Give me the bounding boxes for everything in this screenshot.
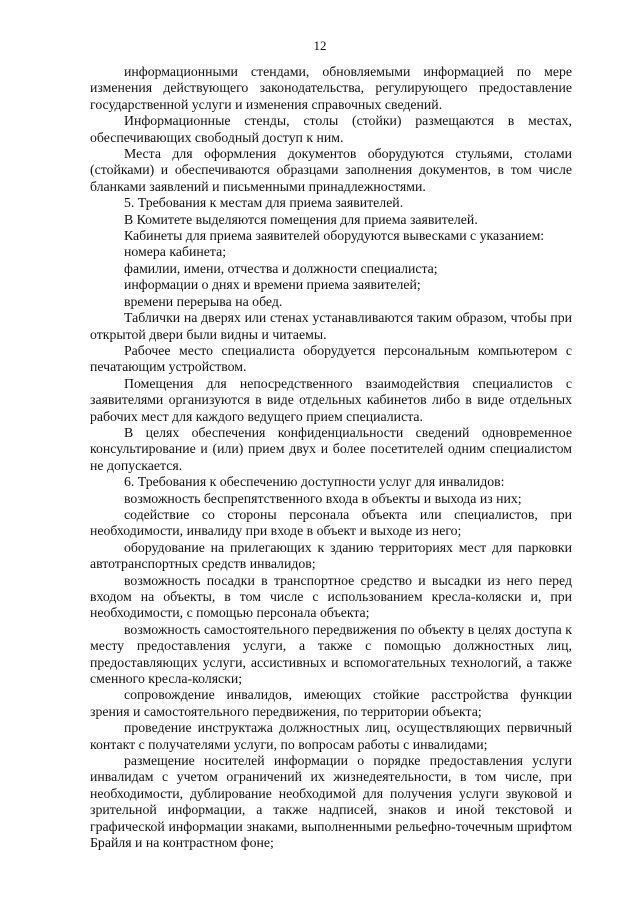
paragraph: В Комитете выделяются помещения для приема заявителей. — [124, 211, 478, 227]
list-item: содействие со стороны персонала объекта или специалистов, при необходимости, инвалиду при входе в объект и выходе из него; — [90, 506, 572, 539]
list-item: информации о днях и времени приема заявителей; — [124, 277, 421, 293]
list-item: размещение носителей информации о порядке предоставления услуги инвалидам с учетом ограничений их жизнедеятельности, в том числе, при необходимости, дублирование необходимой для получения услуги звуковой и зрительной информации, а также надписей, знаков и иной текстовой и графической информации знаками, выполненными рельефно-точечным шрифтом Брайля и на контрастном фоне; — [90, 753, 572, 851]
paragraph: Информационные стенды, столы (стойки) размещаются в местах, обеспечивающих свободный доступ к ним. — [90, 113, 572, 145]
paragraph: информационными стендами, обновляемыми информацией по мере изменения действующего законодательства, регулирующего предоставление государственной услуги и изменения справочных сведений. — [90, 64, 572, 112]
list-item: возможность беспрепятственного входа в объекты и выхода из них; — [124, 490, 522, 506]
paragraph: Кабинеты для приема заявителей оборудуются вывесками с указанием: — [124, 228, 545, 244]
list-item: времени перерыва на обед. — [124, 293, 283, 309]
paragraph: Таблички на дверях или стенах устанавливаются таким образом, чтобы при открытой двери были видны и читаемы. — [90, 310, 572, 342]
section-heading: 6. Требования к обеспечению доступности услуг для инвалидов: — [124, 474, 505, 490]
list-item: фамилии, имени, отчества и должности специалиста; — [124, 260, 438, 276]
paragraph: Рабочее место специалиста оборудуется персональным компьютером с печатающим устройством. — [90, 342, 572, 375]
paragraph: Места для оформления документов оборудуются стульями, столами (стойками) и обеспечиваются образцами заполнения документов, в том числе бланками заявлений и письменными принадлежностями. — [90, 146, 572, 194]
list-item: номера кабинета; — [124, 244, 227, 260]
section-heading: 5. Требования к местам для приема заявителей. — [124, 195, 404, 211]
paragraph: Помещения для непосредственного взаимодействия специалистов с заявителями организуются в виде отдельных кабинетов либо в виде отдельных рабочих мест для каждого ведущего прием специалиста. — [90, 375, 572, 424]
list-item: проведение инструктажа должностных лиц, осуществляющих первичный контакт с получателями услуги, по вопросам работы с инвалидами; — [90, 720, 572, 752]
list-item: сопровождение инвалидов, имеющих стойкие расстройства функции зрения и самостоятельного передвижения, по территории объекта; — [90, 687, 572, 719]
page-number: 12 — [313, 38, 327, 53]
paragraph: В целях обеспечения конфиденциальности сведений одновременное консультирование и (или) прием двух и более посетителей одним специалистом не допускается. — [90, 424, 572, 473]
document-body — [90, 64, 572, 852]
list-item: возможность посадки в транспортное средство и высадки из него перед входом на объекты, в том числе с использованием кресла-коляски и, при необходимости, с помощью персонала объекта; — [90, 572, 572, 621]
list-item: возможность самостоятельного передвижения по объекту в целях доступа к месту предоставления услуги, а также с помощью должностных лиц, предоставляющих услуги, ассистивных и вспомогательных технологий, а также сменного кресла-коляски; — [90, 621, 572, 687]
list-item: оборудование на прилегающих к зданию территориях мест для парковки автотранспортных средств инвалидов; — [90, 539, 572, 572]
